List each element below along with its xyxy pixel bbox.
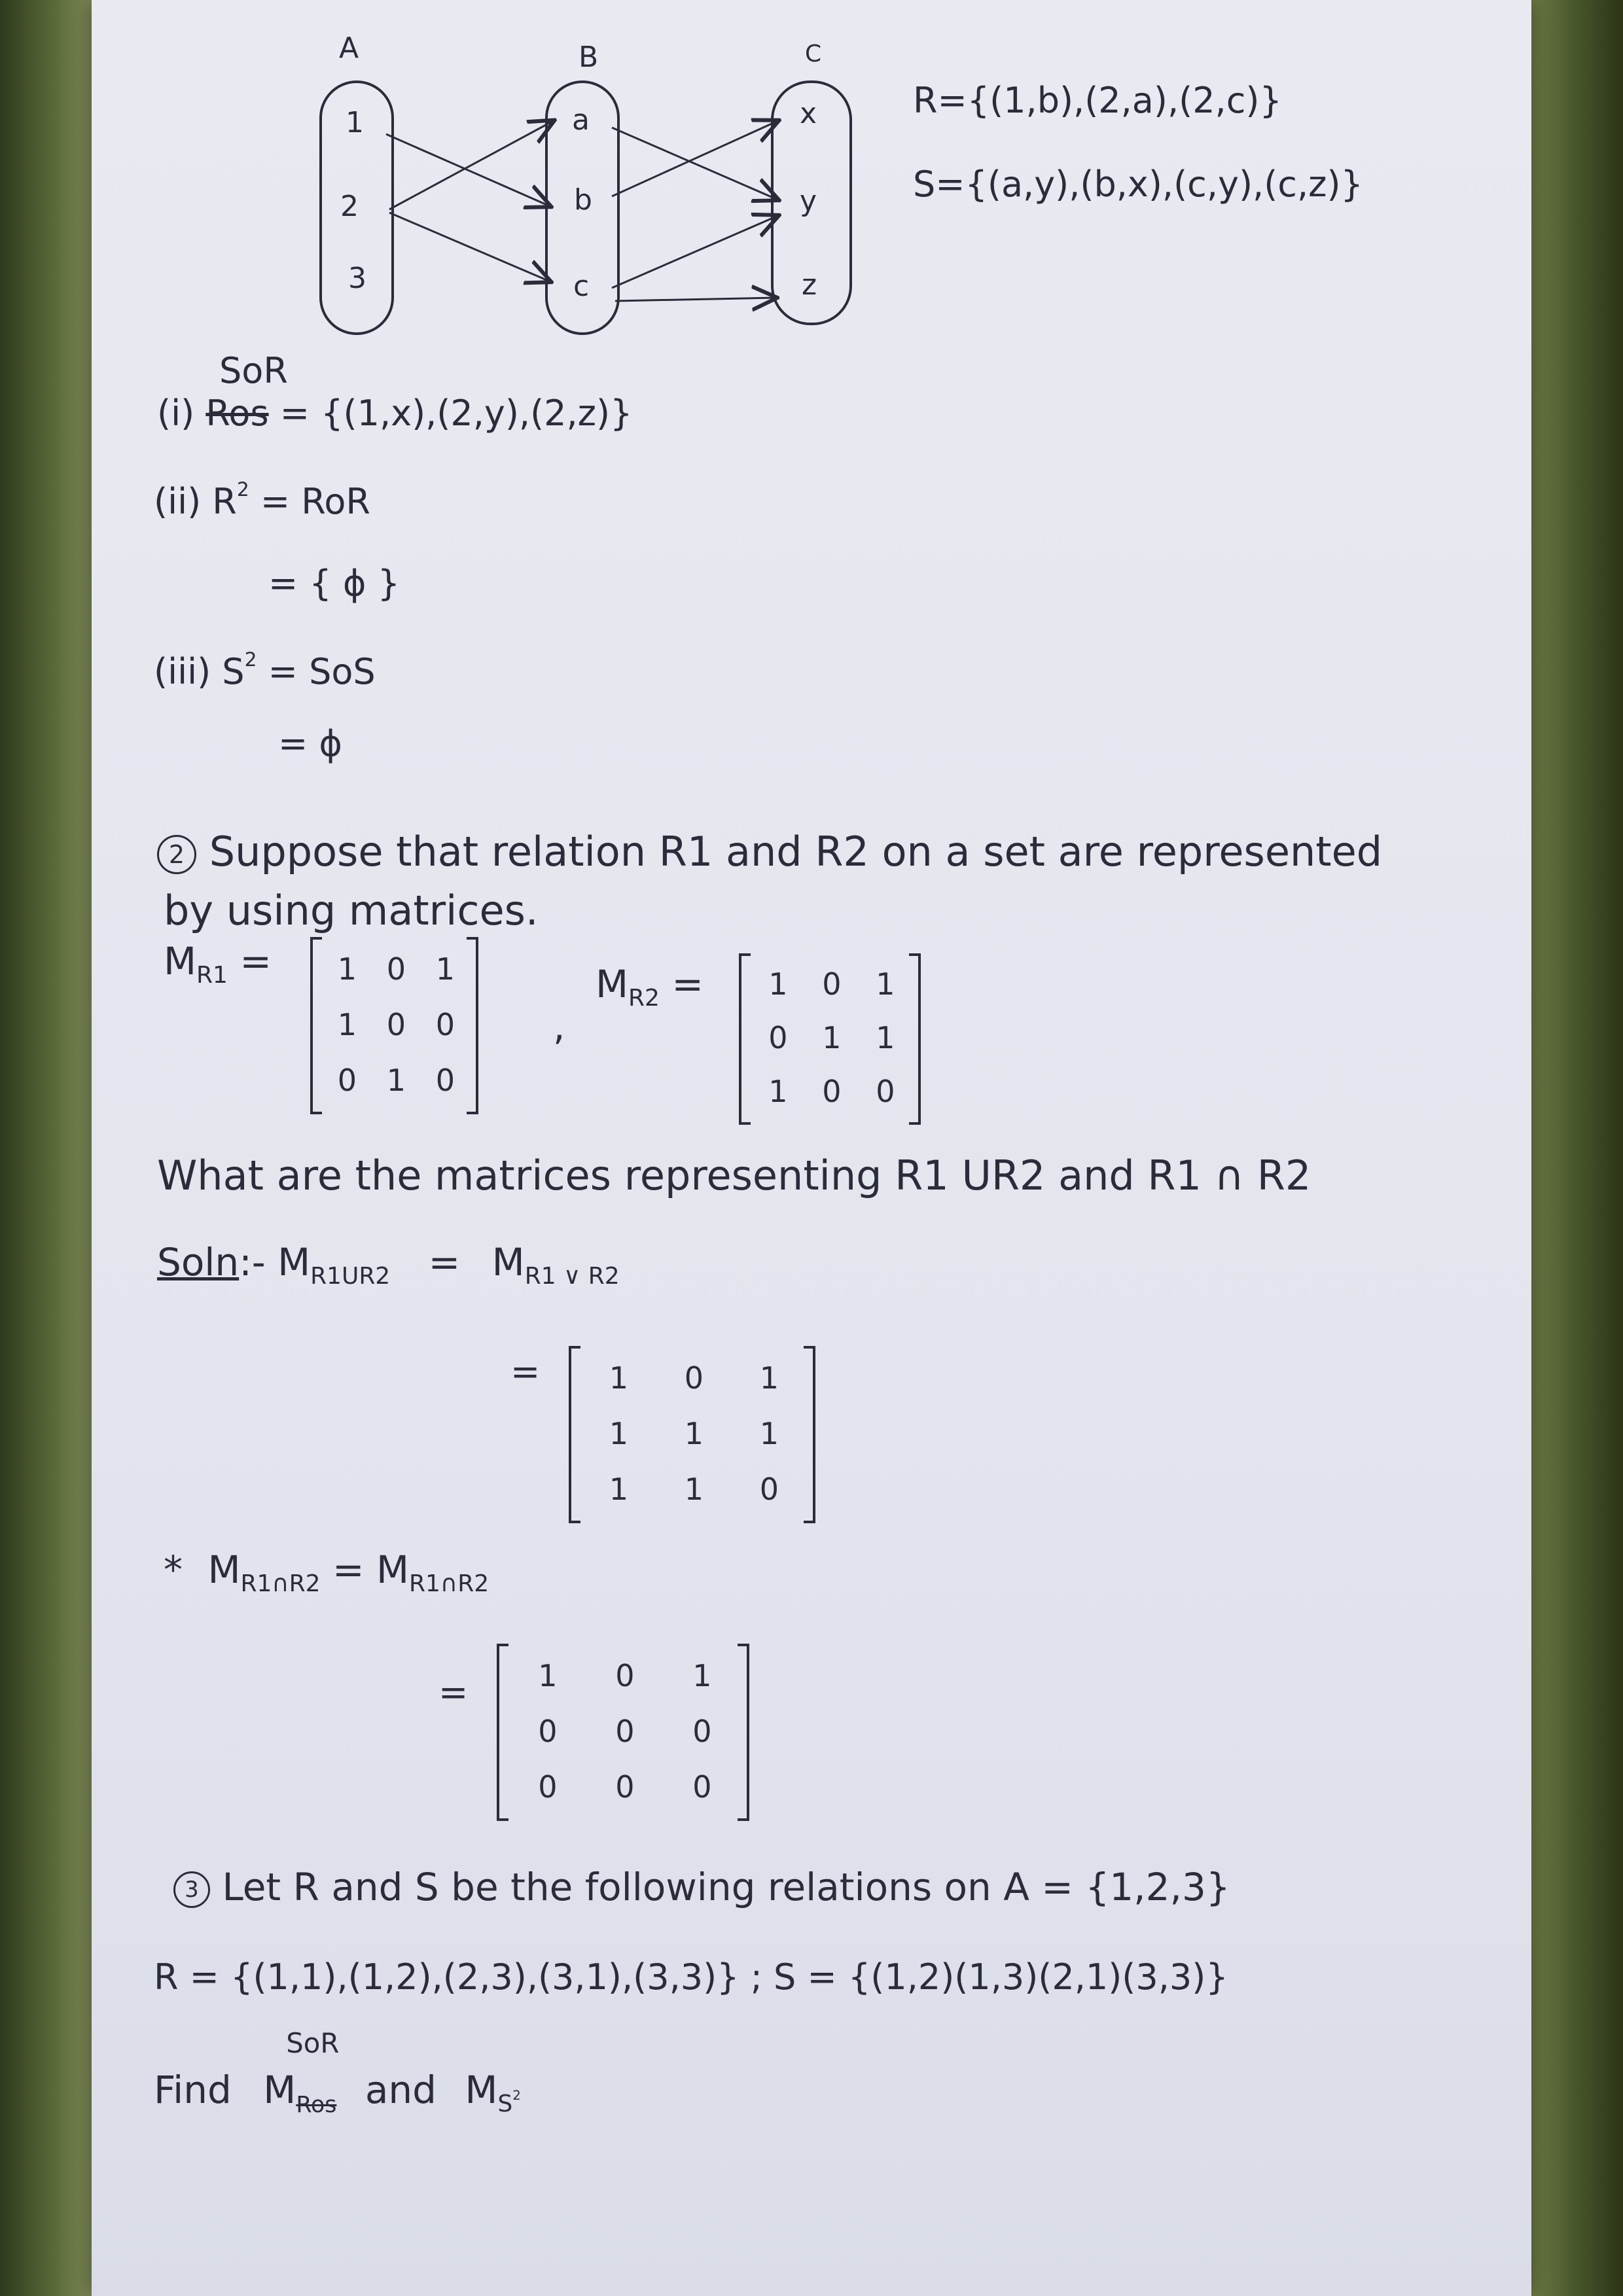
set-a-item-3: 3 <box>348 262 366 295</box>
set-b-label: B <box>579 41 599 74</box>
question-two-text-1: Suppose that relation R1 and R2 on a set are represented <box>209 828 1383 875</box>
m-s2-m: M <box>465 2068 498 2112</box>
matrix-cell: 1 <box>768 1074 788 1109</box>
solution-union-line <box>157 1240 620 1290</box>
matrix-cell: 1 <box>692 1657 712 1693</box>
matrix-cell: 0 <box>386 1006 406 1042</box>
matrix-mr1 <box>308 936 481 1116</box>
matrix-union <box>566 1345 818 1525</box>
sor-label: SoR <box>219 350 288 391</box>
part-ii-rhs: = RoR <box>260 481 370 522</box>
matrix-cell: 0 <box>692 1713 712 1749</box>
matrix-cell: 1 <box>822 1020 842 1055</box>
set-a-item-1: 1 <box>346 106 364 139</box>
m-sor-ros-m: M <box>263 2068 296 2112</box>
matrix-cell: 1 <box>386 1062 406 1098</box>
notebook-page <box>92 0 1531 2296</box>
question-two-prompt: What are the matrices representing R1 UR2 and R1 ∩ R2 <box>157 1152 1311 1199</box>
matrix-cell: 0 <box>386 951 406 987</box>
set-c-label: C <box>805 41 822 67</box>
part-iii-prefix: (iii) S <box>154 651 245 692</box>
union-eq-2: = <box>510 1351 541 1392</box>
relation-r-definition: R={(1,b),(2,a),(2,c)} <box>913 80 1282 121</box>
right-bracket <box>804 1347 814 1522</box>
matrix-cell: 0 <box>615 1769 635 1805</box>
part-iii-rhs: = SoS <box>268 651 376 692</box>
part-iii-line <box>154 648 376 692</box>
relation-s-definition: S={(a,y),(b,x),(c,y),(c,z)} <box>913 164 1363 205</box>
matrix-mr2 <box>736 952 923 1126</box>
arrow-a-y <box>612 128 777 200</box>
inter-rhs-sub: R1∩R2 <box>409 1570 490 1597</box>
m-sor-ros <box>263 2027 340 2118</box>
matrix-cell: 0 <box>337 1062 357 1098</box>
union-rhs-sub: R1 ∨ R2 <box>524 1262 620 1290</box>
part-i-struck: Ros <box>205 393 269 434</box>
matrix-cell: 0 <box>692 1769 712 1805</box>
left-bracket <box>312 938 322 1113</box>
m-s2-sub <box>497 2087 521 2117</box>
m-s2-sub-exp: 2 <box>512 2087 521 2103</box>
set-b-item-a: a <box>572 103 590 137</box>
left-bracket <box>570 1347 580 1522</box>
matrix-cell: 0 <box>684 1360 704 1396</box>
left-bracket <box>740 955 751 1123</box>
inter-eq: = <box>332 1547 365 1592</box>
m-ros-sub: Ros <box>296 2091 337 2118</box>
set-b-item-b: b <box>574 183 592 217</box>
matrix-cell: 0 <box>822 966 842 1002</box>
matrix-cell: 0 <box>615 1713 635 1749</box>
matrix-cell: 1 <box>435 951 455 987</box>
matrix-cell: 1 <box>609 1360 628 1396</box>
star-marker: * <box>164 1547 183 1592</box>
part-i-value: = {(1,x),(2,y),(2,z)} <box>279 393 633 434</box>
background-right-edge <box>1531 0 1623 2296</box>
matrix-cell: 1 <box>759 1415 779 1451</box>
mr1-eq: = <box>240 939 272 983</box>
matrix-cell: 1 <box>337 951 357 987</box>
matrix-cell: 1 <box>337 1006 357 1042</box>
left-bracket <box>498 1645 508 1820</box>
right-bracket <box>738 1645 748 1820</box>
background-left-edge <box>0 0 92 2296</box>
inter-lhs-m: M <box>207 1547 241 1592</box>
matrix-cell: 1 <box>609 1415 628 1451</box>
matrix-cell: 0 <box>876 1074 895 1109</box>
question-two-line-2: by using matrices. <box>164 887 539 934</box>
matrix-cell: 1 <box>876 1020 895 1055</box>
mr2-sub: R2 <box>628 984 660 1012</box>
m-sor-sup: SoR <box>286 2027 340 2059</box>
question-three-line-2: R = {(1,1),(1,2),(2,3),(3,1),(3,3)} ; S = {(1,2)(1,3)(2,1)(3,3)} <box>154 1956 1228 1998</box>
part-iii-exponent: 2 <box>244 648 257 672</box>
union-lhs-sub: R1UR2 <box>310 1262 391 1290</box>
matrix-cell: 0 <box>822 1074 842 1109</box>
inter-rhs-m: M <box>376 1547 410 1592</box>
part-ii-result: = { ϕ } <box>268 563 401 604</box>
matrix-cell: 1 <box>538 1657 558 1693</box>
set-c-item-x: x <box>800 97 817 130</box>
find-word: Find <box>154 2068 232 2112</box>
mr2-eq: = <box>671 962 704 1006</box>
part-iii-result: = ϕ <box>278 723 343 764</box>
matrix-cell: 0 <box>435 1006 455 1042</box>
union-eq: = <box>428 1240 461 1284</box>
union-rhs-m: M <box>491 1240 525 1284</box>
question-two-line-1 <box>157 828 1382 875</box>
mr1-label <box>164 939 272 989</box>
part-ii-prefix: (ii) R <box>154 481 237 522</box>
matrix-cell: 1 <box>759 1360 779 1396</box>
arrow-c-z <box>615 298 776 301</box>
set-b-item-c: c <box>573 270 590 303</box>
part-i-line <box>157 393 632 434</box>
set-a-label: A <box>339 31 359 65</box>
question-two-number: 2 <box>157 835 196 874</box>
matrix-cell: 0 <box>538 1713 558 1749</box>
solution-label: Soln <box>157 1240 240 1284</box>
mr2-m: M <box>596 962 629 1006</box>
arrow-1-b <box>386 134 550 206</box>
arrow-2-c <box>389 213 550 281</box>
matrix-comma: , <box>553 1004 565 1049</box>
question-three-line-1 <box>173 1865 1230 1909</box>
matrix-cell: 1 <box>609 1471 628 1507</box>
intersection-line <box>164 1547 490 1597</box>
mr2-label <box>596 962 704 1012</box>
solution-dash: :- <box>239 1240 266 1284</box>
part-ii-exponent: 2 <box>236 478 249 502</box>
matrix-cell: 1 <box>876 966 895 1002</box>
union-lhs-m: M <box>277 1240 311 1284</box>
set-c-item-z: z <box>802 268 817 302</box>
right-bracket <box>909 955 919 1123</box>
set-a-item-2: 2 <box>340 190 359 223</box>
matrix-cell: 1 <box>768 966 788 1002</box>
inter-lhs-sub: R1∩R2 <box>240 1570 321 1597</box>
m-s2-sub-s: S <box>497 2090 513 2117</box>
matrix-cell: 0 <box>538 1769 558 1805</box>
set-c-item-y: y <box>800 185 817 218</box>
arrow-b-x <box>612 121 777 196</box>
question-three-find-line <box>154 2027 521 2118</box>
matrix-cell: 0 <box>768 1020 788 1055</box>
matrix-cell: 1 <box>684 1471 704 1507</box>
part-i-prefix: (i) <box>157 393 195 434</box>
matrix-cell: 0 <box>435 1062 455 1098</box>
mr1-m: M <box>164 939 197 983</box>
question-three-number: 3 <box>173 1871 210 1908</box>
inter-eq-2: = <box>438 1672 469 1713</box>
and-word: and <box>365 2068 437 2112</box>
arrow-c-y <box>612 216 777 288</box>
matrix-cell: 1 <box>684 1415 704 1451</box>
matrix-intersection <box>494 1642 752 1822</box>
matrix-cell: 0 <box>615 1657 635 1693</box>
matrix-cell: 0 <box>759 1471 779 1507</box>
mr1-sub: R1 <box>196 961 228 989</box>
right-bracket <box>467 938 477 1113</box>
part-ii-line <box>154 478 370 522</box>
question-three-text-1: Let R and S be the following relations on A = {1,2,3} <box>222 1865 1230 1909</box>
